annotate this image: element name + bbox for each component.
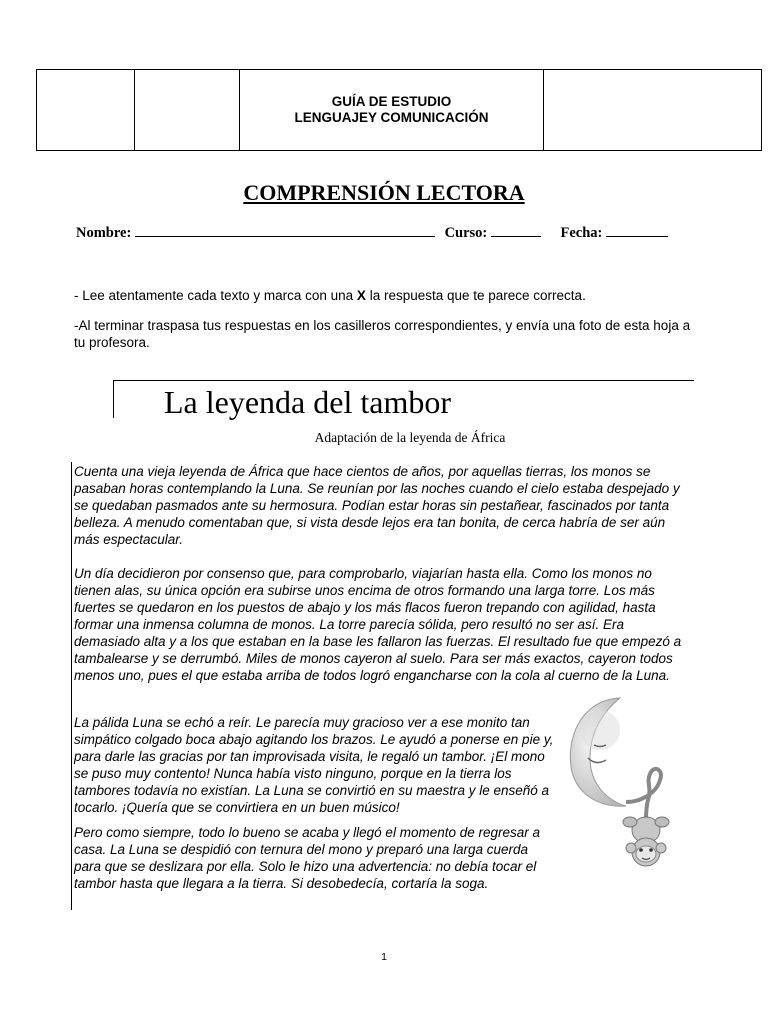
moon-monkey-illustration xyxy=(560,690,700,875)
story-paragraph-3: La pálida Luna se echó a reír. Le parecía muy gracioso ver a ese monito tan simpático colgado boca abajo agitando los brazos. Le ayudó a ponerse en pie y, para darle las gracias por tan improvisada visita, le regaló un tambor. ¡El mono se puso muy contento! Nunca había visto ninguno, porque en la tierra los tambores todavía no existían. La Luna se convirtió en su maestra y le enseñó a tocarlo. ¡Quería que se convirtiera en un buen músico! xyxy=(74,715,554,815)
story-paragraph-2: Un día decidieron por consenso que, para comprobarlo, viajarían hasta ella. Como los monos no tienen alas, su única opción era subirse unos encima de otros formando una larga torre. Los más fuertes se quedaron en los puestos de abajo y los más flacos fueron trepando con agilidad, hasta formar una inmensa columna de monos. La torre parecía sólida, pero resultó no ser así. Era demasiado alta y a los que estaban en la base les fallaron las fuerzas. El resultado fue que empezó a tambalearse y se derrumbó. Miles de monos cayeron al suelo. Para ser más exactos, cayeron todos menos uno, pues el que estaba arriba de todos logró engancharse con la cola al cuerno de la Luna. xyxy=(74,566,682,683)
story-paragraph-1: Cuenta una vieja leyenda de África que hace cientos de años, por aquellas tierras, los monos se pasaban horas contemplando la Luna. Se reunían por las noches cuando el cielo estaba despejado y se quedaban pasmados ante su hermosura. Podían estar horas sin pestañear, fascinados por tanta belleza. A menudo comentaban que, si vista desde lejos era tan bonita, de cerca habría de ser aún más espectacular. xyxy=(74,464,680,547)
story-subtitle: Adaptación de la leyenda de África xyxy=(314,430,506,445)
name-field[interactable] xyxy=(135,224,435,237)
header-title-line1: GUÍA DE ESTUDIO xyxy=(331,94,452,109)
header-table xyxy=(36,69,762,151)
story-frame-left xyxy=(71,462,72,910)
instruction-1 xyxy=(74,287,694,304)
header-cell-1 xyxy=(37,70,135,151)
name-label: Nombre: xyxy=(76,225,132,241)
course-field[interactable] xyxy=(491,224,541,237)
header-cell-4 xyxy=(544,70,762,151)
instruction-1-mark: X xyxy=(356,288,366,303)
monkey-icon xyxy=(623,769,669,866)
page-number: 1 xyxy=(381,951,387,963)
student-fields xyxy=(76,224,716,242)
date-label: Fecha: xyxy=(560,225,603,241)
header-title-line2: LENGUAJEY COMUNICACIÓN xyxy=(294,110,489,125)
story-frame-left-top xyxy=(113,380,114,418)
course-label: Curso: xyxy=(444,225,488,241)
instruction-1-text-a: - Lee atentamente cada texto y marca con una xyxy=(74,288,357,303)
header-title-cell xyxy=(240,70,544,151)
story-title: La leyenda del tambor xyxy=(164,384,451,420)
moon-icon xyxy=(570,698,626,806)
date-field[interactable] xyxy=(606,224,668,237)
instruction-1-text-b: la respuesta que te parece correcta. xyxy=(365,288,586,303)
story-paragraph-4: Pero como siempre, todo lo bueno se acaba y llegó el momento de regresar a casa. La Luna se despidió con ternura del mono y preparó una larga cuerda para que se deslizara por ella. Solo le hizo una advertencia: no debía tocar el tambor hasta que llegara a la tierra. Si desobedecía, cortaría la soga. xyxy=(74,825,541,891)
instruction-2: -Al terminar traspasa tus respuestas en los casilleros correspondientes, y envía una foto de esta hoja a tu profesora. xyxy=(74,318,691,350)
main-title: COMPRENSIÓN LECTORA xyxy=(243,180,525,205)
header-cell-2 xyxy=(135,70,240,151)
